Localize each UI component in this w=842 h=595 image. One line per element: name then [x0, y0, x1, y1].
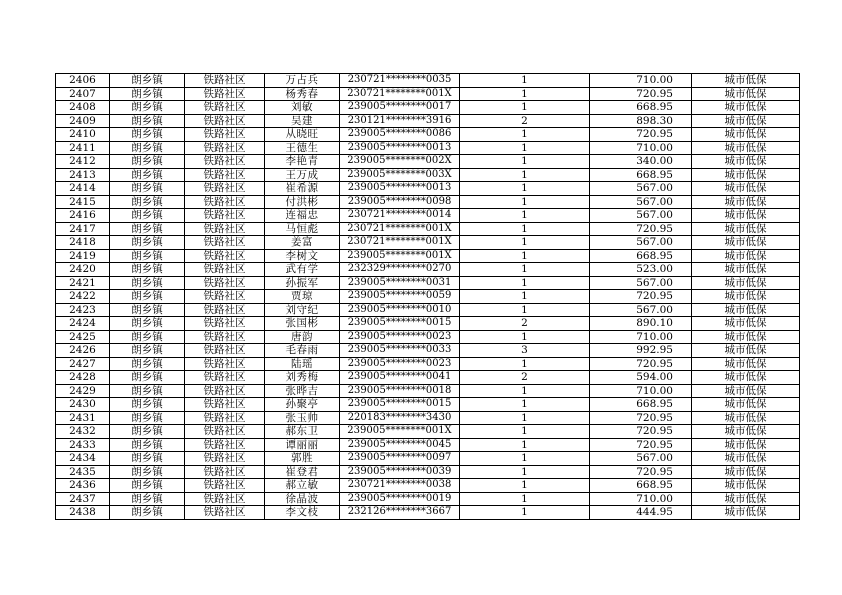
cell-serial-number: 2426	[56, 344, 110, 358]
cell-town: 朗乡镇	[110, 114, 185, 128]
cell-serial-number: 2423	[56, 303, 110, 317]
cell-assistance-type: 城市低保	[692, 303, 800, 317]
cell-assistance-type: 城市低保	[692, 168, 800, 182]
cell-town: 朗乡镇	[110, 249, 185, 263]
cell-town: 朗乡镇	[110, 195, 185, 209]
cell-town: 朗乡镇	[110, 101, 185, 115]
cell-household-count: 1	[460, 452, 590, 466]
cell-amount: 567.00	[590, 182, 692, 196]
cell-name: 孙聚亭	[265, 398, 340, 412]
cell-serial-number: 2429	[56, 384, 110, 398]
cell-id-number: 230721********0038	[340, 479, 460, 493]
cell-amount: 668.95	[590, 168, 692, 182]
cell-name: 武有学	[265, 263, 340, 277]
cell-id-number: 232126********3667	[340, 506, 460, 520]
table-row	[56, 222, 800, 236]
cell-amount: 720.95	[590, 128, 692, 142]
cell-name: 从晓旺	[265, 128, 340, 142]
cell-amount: 720.95	[590, 465, 692, 479]
cell-community: 铁路社区	[185, 398, 265, 412]
cell-id-number: 239005********0019	[340, 492, 460, 506]
roster-table	[55, 73, 800, 520]
cell-amount: 710.00	[590, 74, 692, 88]
cell-assistance-type: 城市低保	[692, 101, 800, 115]
cell-town: 朗乡镇	[110, 236, 185, 250]
cell-amount: 720.95	[590, 290, 692, 304]
cell-amount: 710.00	[590, 384, 692, 398]
cell-id-number: 239005********0023	[340, 330, 460, 344]
cell-assistance-type: 城市低保	[692, 87, 800, 101]
table-row	[56, 371, 800, 385]
cell-household-count: 1	[460, 222, 590, 236]
table-row	[56, 209, 800, 223]
cell-amount: 523.00	[590, 263, 692, 277]
cell-assistance-type: 城市低保	[692, 155, 800, 169]
cell-serial-number: 2437	[56, 492, 110, 506]
cell-household-count: 1	[460, 141, 590, 155]
cell-serial-number: 2410	[56, 128, 110, 142]
cell-community: 铁路社区	[185, 195, 265, 209]
cell-household-count: 1	[460, 101, 590, 115]
cell-name: 王万成	[265, 168, 340, 182]
cell-assistance-type: 城市低保	[692, 384, 800, 398]
cell-serial-number: 2431	[56, 411, 110, 425]
cell-amount: 567.00	[590, 209, 692, 223]
cell-serial-number: 2420	[56, 263, 110, 277]
cell-serial-number: 2413	[56, 168, 110, 182]
table-row	[56, 411, 800, 425]
cell-amount: 710.00	[590, 492, 692, 506]
cell-community: 铁路社区	[185, 506, 265, 520]
cell-name: 郭胜	[265, 452, 340, 466]
cell-name: 贾琼	[265, 290, 340, 304]
cell-community: 铁路社区	[185, 114, 265, 128]
cell-id-number: 239005********001X	[340, 249, 460, 263]
cell-community: 铁路社区	[185, 344, 265, 358]
cell-amount: 710.00	[590, 141, 692, 155]
cell-id-number: 239005********0018	[340, 384, 460, 398]
cell-serial-number: 2427	[56, 357, 110, 371]
cell-amount: 567.00	[590, 236, 692, 250]
table-row	[56, 168, 800, 182]
cell-id-number: 230721********001X	[340, 236, 460, 250]
cell-household-count: 1	[460, 479, 590, 493]
cell-assistance-type: 城市低保	[692, 425, 800, 439]
cell-assistance-type: 城市低保	[692, 276, 800, 290]
cell-id-number: 239005********0023	[340, 357, 460, 371]
cell-community: 铁路社区	[185, 425, 265, 439]
cell-assistance-type: 城市低保	[692, 506, 800, 520]
cell-community: 铁路社区	[185, 155, 265, 169]
cell-household-count: 1	[460, 74, 590, 88]
cell-community: 铁路社区	[185, 128, 265, 142]
table-row	[56, 357, 800, 371]
cell-community: 铁路社区	[185, 492, 265, 506]
cell-assistance-type: 城市低保	[692, 141, 800, 155]
cell-assistance-type: 城市低保	[692, 222, 800, 236]
cell-name: 张晔吉	[265, 384, 340, 398]
table-row	[56, 249, 800, 263]
cell-community: 铁路社区	[185, 101, 265, 115]
cell-amount: 567.00	[590, 303, 692, 317]
cell-name: 崔希源	[265, 182, 340, 196]
cell-household-count: 1	[460, 411, 590, 425]
cell-assistance-type: 城市低保	[692, 249, 800, 263]
cell-town: 朗乡镇	[110, 384, 185, 398]
cell-amount: 720.95	[590, 222, 692, 236]
table-row	[56, 492, 800, 506]
cell-household-count: 1	[460, 425, 590, 439]
cell-household-count: 1	[460, 330, 590, 344]
cell-serial-number: 2432	[56, 425, 110, 439]
cell-id-number: 239005********0039	[340, 465, 460, 479]
cell-serial-number: 2424	[56, 317, 110, 331]
cell-assistance-type: 城市低保	[692, 317, 800, 331]
table-row	[56, 452, 800, 466]
cell-amount: 567.00	[590, 452, 692, 466]
cell-community: 铁路社区	[185, 371, 265, 385]
cell-assistance-type: 城市低保	[692, 344, 800, 358]
table-row	[56, 276, 800, 290]
cell-id-number: 239005********0086	[340, 128, 460, 142]
cell-name: 陆瑶	[265, 357, 340, 371]
cell-name: 杨秀春	[265, 87, 340, 101]
cell-household-count: 1	[460, 276, 590, 290]
cell-serial-number: 2425	[56, 330, 110, 344]
cell-household-count: 1	[460, 438, 590, 452]
cell-household-count: 1	[460, 492, 590, 506]
cell-serial-number: 2416	[56, 209, 110, 223]
cell-id-number: 239005********0097	[340, 452, 460, 466]
cell-town: 朗乡镇	[110, 344, 185, 358]
cell-household-count: 1	[460, 195, 590, 209]
cell-serial-number: 2435	[56, 465, 110, 479]
cell-assistance-type: 城市低保	[692, 371, 800, 385]
cell-amount: 720.95	[590, 87, 692, 101]
cell-amount: 720.95	[590, 357, 692, 371]
cell-serial-number: 2418	[56, 236, 110, 250]
cell-amount: 992.95	[590, 344, 692, 358]
cell-id-number: 239005********0010	[340, 303, 460, 317]
cell-name: 郝东卫	[265, 425, 340, 439]
cell-id-number: 239005********0017	[340, 101, 460, 115]
cell-serial-number: 2438	[56, 506, 110, 520]
cell-id-number: 239005********0041	[340, 371, 460, 385]
cell-household-count: 1	[460, 155, 590, 169]
cell-household-count: 1	[460, 263, 590, 277]
table-row	[56, 87, 800, 101]
cell-name: 谭丽丽	[265, 438, 340, 452]
cell-id-number: 239005********0045	[340, 438, 460, 452]
cell-household-count: 1	[460, 168, 590, 182]
cell-amount: 444.95	[590, 506, 692, 520]
cell-community: 铁路社区	[185, 384, 265, 398]
cell-id-number: 232329********0270	[340, 263, 460, 277]
table-row	[56, 74, 800, 88]
cell-name: 付洪彬	[265, 195, 340, 209]
cell-town: 朗乡镇	[110, 506, 185, 520]
table-row	[56, 290, 800, 304]
cell-assistance-type: 城市低保	[692, 465, 800, 479]
cell-town: 朗乡镇	[110, 452, 185, 466]
cell-id-number: 239005********0033	[340, 344, 460, 358]
table-row	[56, 506, 800, 520]
cell-community: 铁路社区	[185, 168, 265, 182]
cell-name: 孙振军	[265, 276, 340, 290]
cell-household-count: 1	[460, 357, 590, 371]
cell-assistance-type: 城市低保	[692, 128, 800, 142]
cell-serial-number: 2412	[56, 155, 110, 169]
cell-community: 铁路社区	[185, 276, 265, 290]
cell-serial-number: 2407	[56, 87, 110, 101]
cell-assistance-type: 城市低保	[692, 114, 800, 128]
cell-household-count: 1	[460, 87, 590, 101]
cell-household-count: 2	[460, 317, 590, 331]
table-row	[56, 398, 800, 412]
cell-serial-number: 2417	[56, 222, 110, 236]
cell-town: 朗乡镇	[110, 425, 185, 439]
table-row	[56, 425, 800, 439]
cell-serial-number: 2430	[56, 398, 110, 412]
cell-community: 铁路社区	[185, 357, 265, 371]
cell-household-count: 2	[460, 371, 590, 385]
cell-amount: 890.10	[590, 317, 692, 331]
table-row	[56, 128, 800, 142]
cell-name: 姜富	[265, 236, 340, 250]
cell-serial-number: 2406	[56, 74, 110, 88]
table-row	[56, 182, 800, 196]
cell-community: 铁路社区	[185, 182, 265, 196]
cell-id-number: 239005********0013	[340, 141, 460, 155]
cell-assistance-type: 城市低保	[692, 411, 800, 425]
cell-household-count: 1	[460, 290, 590, 304]
cell-town: 朗乡镇	[110, 465, 185, 479]
cell-amount: 340.00	[590, 155, 692, 169]
cell-town: 朗乡镇	[110, 74, 185, 88]
cell-name: 吴建	[265, 114, 340, 128]
table-row	[56, 303, 800, 317]
cell-amount: 720.95	[590, 411, 692, 425]
cell-town: 朗乡镇	[110, 182, 185, 196]
cell-community: 铁路社区	[185, 222, 265, 236]
cell-amount: 668.95	[590, 101, 692, 115]
cell-community: 铁路社区	[185, 479, 265, 493]
cell-town: 朗乡镇	[110, 398, 185, 412]
cell-id-number: 239005********0059	[340, 290, 460, 304]
cell-name: 李文枝	[265, 506, 340, 520]
cell-community: 铁路社区	[185, 330, 265, 344]
cell-community: 铁路社区	[185, 465, 265, 479]
cell-amount: 567.00	[590, 195, 692, 209]
cell-name: 李艳青	[265, 155, 340, 169]
table-row	[56, 465, 800, 479]
table-row	[56, 263, 800, 277]
cell-id-number: 230121********3916	[340, 114, 460, 128]
cell-name: 李树文	[265, 249, 340, 263]
cell-town: 朗乡镇	[110, 209, 185, 223]
cell-town: 朗乡镇	[110, 290, 185, 304]
cell-assistance-type: 城市低保	[692, 74, 800, 88]
cell-town: 朗乡镇	[110, 438, 185, 452]
cell-id-number: 239005********0098	[340, 195, 460, 209]
cell-town: 朗乡镇	[110, 87, 185, 101]
cell-name: 刘敏	[265, 101, 340, 115]
cell-amount: 720.95	[590, 425, 692, 439]
cell-serial-number: 2409	[56, 114, 110, 128]
cell-household-count: 1	[460, 506, 590, 520]
cell-assistance-type: 城市低保	[692, 290, 800, 304]
cell-id-number: 230721********001X	[340, 222, 460, 236]
table-row	[56, 344, 800, 358]
cell-name: 崔登君	[265, 465, 340, 479]
cell-name: 徐晶波	[265, 492, 340, 506]
cell-assistance-type: 城市低保	[692, 209, 800, 223]
cell-serial-number: 2415	[56, 195, 110, 209]
cell-serial-number: 2411	[56, 141, 110, 155]
cell-town: 朗乡镇	[110, 371, 185, 385]
cell-id-number: 239005********0013	[340, 182, 460, 196]
cell-serial-number: 2434	[56, 452, 110, 466]
cell-id-number: 230721********001X	[340, 87, 460, 101]
cell-assistance-type: 城市低保	[692, 492, 800, 506]
cell-household-count: 1	[460, 209, 590, 223]
cell-name: 刘守纪	[265, 303, 340, 317]
cell-assistance-type: 城市低保	[692, 263, 800, 277]
table-row	[56, 479, 800, 493]
cell-id-number: 230721********0035	[340, 74, 460, 88]
cell-household-count: 1	[460, 384, 590, 398]
cell-community: 铁路社区	[185, 263, 265, 277]
cell-town: 朗乡镇	[110, 411, 185, 425]
cell-household-count: 1	[460, 128, 590, 142]
cell-town: 朗乡镇	[110, 317, 185, 331]
table-row	[56, 155, 800, 169]
cell-id-number: 230721********0014	[340, 209, 460, 223]
cell-household-count: 1	[460, 182, 590, 196]
cell-household-count: 1	[460, 249, 590, 263]
cell-town: 朗乡镇	[110, 303, 185, 317]
cell-amount: 898.30	[590, 114, 692, 128]
cell-amount: 594.00	[590, 371, 692, 385]
cell-community: 铁路社区	[185, 249, 265, 263]
cell-household-count: 1	[460, 398, 590, 412]
cell-assistance-type: 城市低保	[692, 330, 800, 344]
cell-community: 铁路社区	[185, 74, 265, 88]
cell-name: 郝立敏	[265, 479, 340, 493]
cell-id-number: 239005********001X	[340, 425, 460, 439]
cell-town: 朗乡镇	[110, 357, 185, 371]
table-row	[56, 236, 800, 250]
cell-town: 朗乡镇	[110, 276, 185, 290]
cell-household-count: 1	[460, 303, 590, 317]
cell-assistance-type: 城市低保	[692, 438, 800, 452]
cell-amount: 668.95	[590, 398, 692, 412]
table-row	[56, 141, 800, 155]
cell-serial-number: 2428	[56, 371, 110, 385]
cell-amount: 710.00	[590, 330, 692, 344]
cell-household-count: 1	[460, 465, 590, 479]
cell-name: 唐韵	[265, 330, 340, 344]
cell-community: 铁路社区	[185, 411, 265, 425]
cell-id-number: 239005********003X	[340, 168, 460, 182]
cell-serial-number: 2436	[56, 479, 110, 493]
cell-assistance-type: 城市低保	[692, 357, 800, 371]
cell-serial-number: 2419	[56, 249, 110, 263]
cell-town: 朗乡镇	[110, 128, 185, 142]
cell-serial-number: 2408	[56, 101, 110, 115]
cell-community: 铁路社区	[185, 452, 265, 466]
cell-name: 刘秀梅	[265, 371, 340, 385]
cell-town: 朗乡镇	[110, 330, 185, 344]
cell-assistance-type: 城市低保	[692, 479, 800, 493]
cell-name: 张玉帅	[265, 411, 340, 425]
cell-community: 铁路社区	[185, 303, 265, 317]
cell-assistance-type: 城市低保	[692, 236, 800, 250]
cell-household-count: 1	[460, 236, 590, 250]
table-row	[56, 438, 800, 452]
cell-assistance-type: 城市低保	[692, 195, 800, 209]
table-row	[56, 114, 800, 128]
table-row	[56, 330, 800, 344]
cell-town: 朗乡镇	[110, 263, 185, 277]
cell-town: 朗乡镇	[110, 168, 185, 182]
cell-amount: 668.95	[590, 479, 692, 493]
cell-name: 连福忠	[265, 209, 340, 223]
table-row	[56, 195, 800, 209]
cell-town: 朗乡镇	[110, 479, 185, 493]
cell-household-count: 3	[460, 344, 590, 358]
table-row	[56, 384, 800, 398]
cell-assistance-type: 城市低保	[692, 452, 800, 466]
cell-amount: 668.95	[590, 249, 692, 263]
cell-name: 毛春雨	[265, 344, 340, 358]
cell-town: 朗乡镇	[110, 492, 185, 506]
cell-amount: 720.95	[590, 438, 692, 452]
cell-town: 朗乡镇	[110, 155, 185, 169]
cell-id-number: 220183********3430	[340, 411, 460, 425]
roster-table-body	[56, 74, 800, 520]
cell-assistance-type: 城市低保	[692, 182, 800, 196]
cell-name: 马恒彪	[265, 222, 340, 236]
table-row	[56, 317, 800, 331]
cell-household-count: 2	[460, 114, 590, 128]
cell-assistance-type: 城市低保	[692, 398, 800, 412]
cell-town: 朗乡镇	[110, 141, 185, 155]
cell-id-number: 239005********0015	[340, 398, 460, 412]
cell-serial-number: 2422	[56, 290, 110, 304]
cell-community: 铁路社区	[185, 209, 265, 223]
cell-community: 铁路社区	[185, 87, 265, 101]
cell-id-number: 239005********002X	[340, 155, 460, 169]
table-row	[56, 101, 800, 115]
cell-community: 铁路社区	[185, 236, 265, 250]
cell-serial-number: 2433	[56, 438, 110, 452]
cell-amount: 567.00	[590, 276, 692, 290]
cell-community: 铁路社区	[185, 438, 265, 452]
cell-community: 铁路社区	[185, 317, 265, 331]
cell-id-number: 239005********0031	[340, 276, 460, 290]
cell-community: 铁路社区	[185, 290, 265, 304]
cell-community: 铁路社区	[185, 141, 265, 155]
cell-serial-number: 2421	[56, 276, 110, 290]
cell-serial-number: 2414	[56, 182, 110, 196]
cell-town: 朗乡镇	[110, 222, 185, 236]
cell-id-number: 239005********0015	[340, 317, 460, 331]
cell-name: 张国彬	[265, 317, 340, 331]
cell-name: 王德生	[265, 141, 340, 155]
cell-name: 万占兵	[265, 74, 340, 88]
